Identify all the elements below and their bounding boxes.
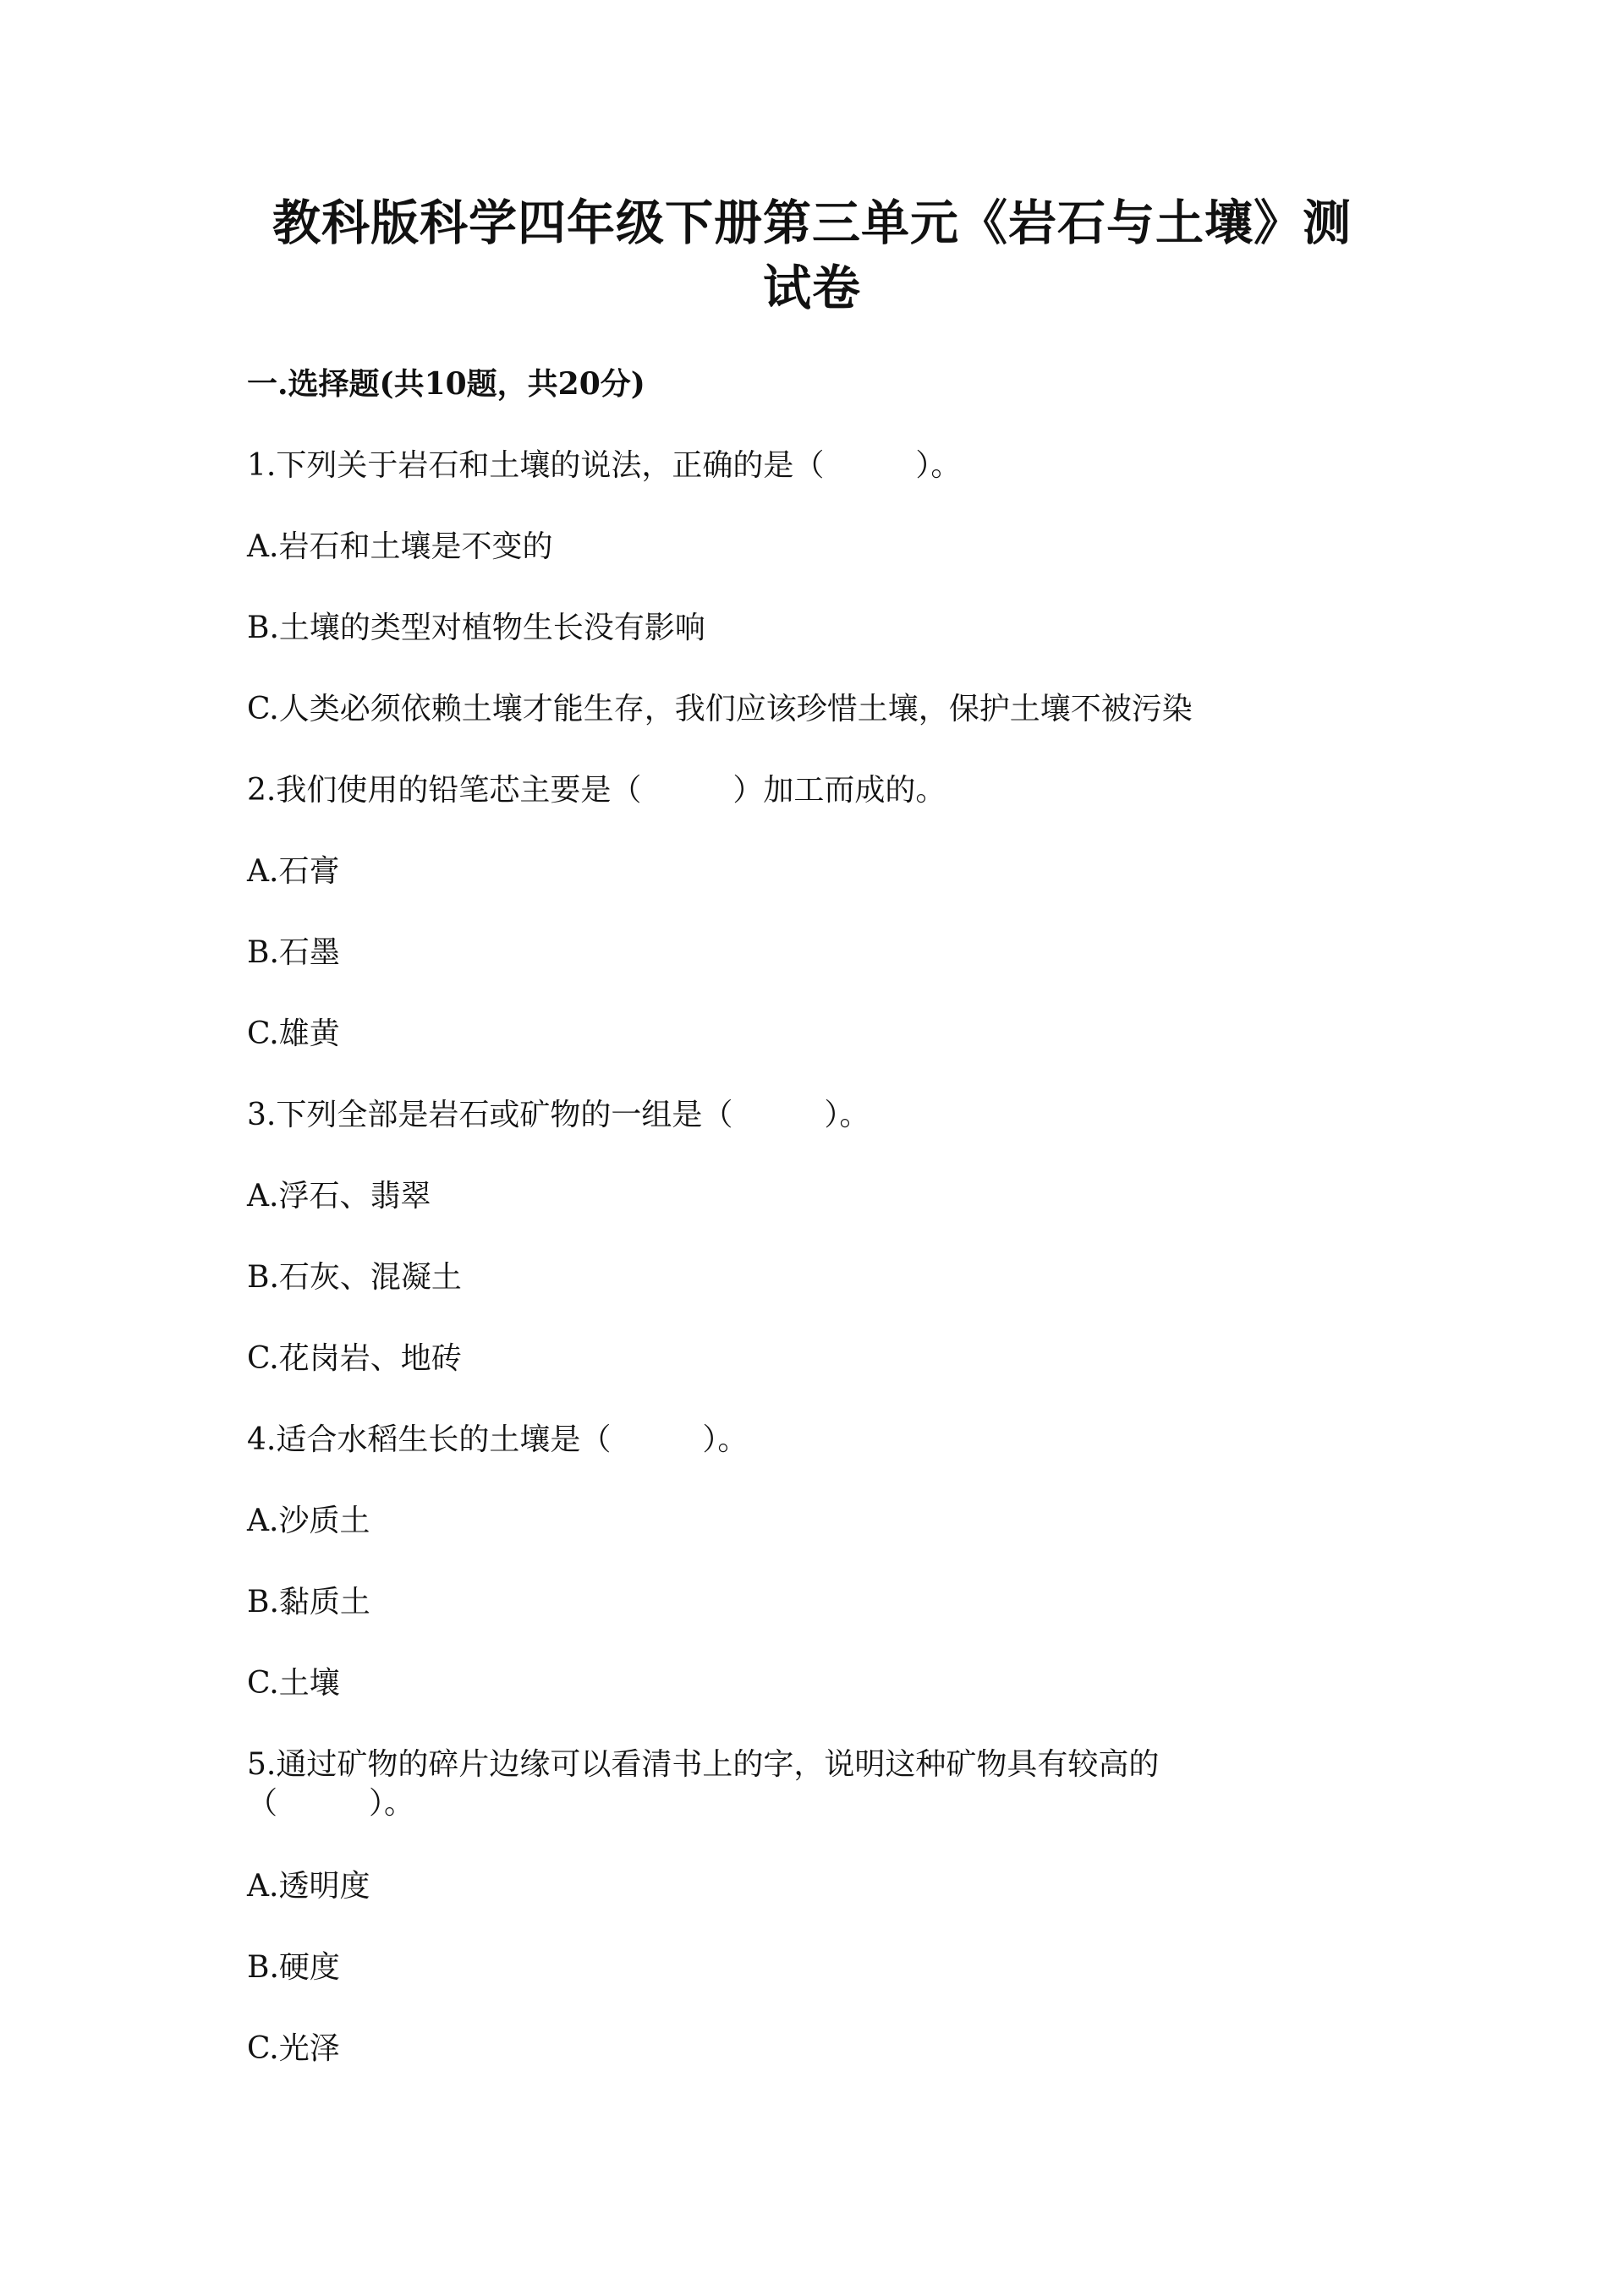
page-title-line-2: 试卷	[763, 260, 861, 316]
question-1-stem: 1.下列关于岩石和土壤的说法，正确的是（ ）。	[247, 448, 962, 483]
section-heading: 一.选择题(共10题，共20分)	[247, 366, 645, 402]
question-5-option-a: A.透明度	[247, 1869, 370, 1904]
page-title	[237, 190, 1387, 321]
question-5-option-c: C.光泽	[247, 2031, 340, 2066]
question-3-option-b: B.石灰、混凝土	[247, 1260, 462, 1295]
page-title-line-1: 教科版科学四年级下册第三单元《岩石与土壤》测	[272, 195, 1352, 251]
question-3-option-c: C.花岗岩、地砖	[247, 1341, 462, 1376]
question-2-stem: 2.我们使用的铅笔芯主要是（ ）加工而成的。	[247, 773, 946, 808]
question-4-option-a: A.沙质土	[247, 1504, 370, 1538]
question-5-stem-line-1: 5.通过矿物的碎片边缘可以看清书上的字，说明这种矿物具有较高的	[247, 1747, 1160, 1782]
question-4-option-b: B.黏质土	[247, 1585, 370, 1619]
question-2-option-c: C.雄黄	[247, 1016, 340, 1051]
question-1-option-b: B.土壤的类型对植物生长没有影响	[247, 611, 705, 645]
question-2-option-a: A.石膏	[247, 854, 340, 889]
question-1-option-c: C.人类必须依赖土壤才能生存，我们应该珍惜土壤，保护土壤不被污染	[247, 692, 1193, 726]
question-3-stem: 3.下列全部是岩石或矿物的一组是（ ）。	[247, 1098, 870, 1132]
question-5-stem-line-2: （ ）。	[247, 1786, 415, 1821]
question-2-option-b: B.石墨	[247, 935, 340, 970]
question-5-option-b: B.硬度	[247, 1950, 340, 1985]
question-4-option-c: C.土壤	[247, 1666, 340, 1701]
question-4-stem: 4.适合水稻生长的土壤是（ ）。	[247, 1422, 749, 1457]
question-3-option-a: A.浮石、翡翠	[247, 1179, 431, 1214]
question-1-option-a: A.岩石和土壤是不变的	[247, 529, 553, 564]
